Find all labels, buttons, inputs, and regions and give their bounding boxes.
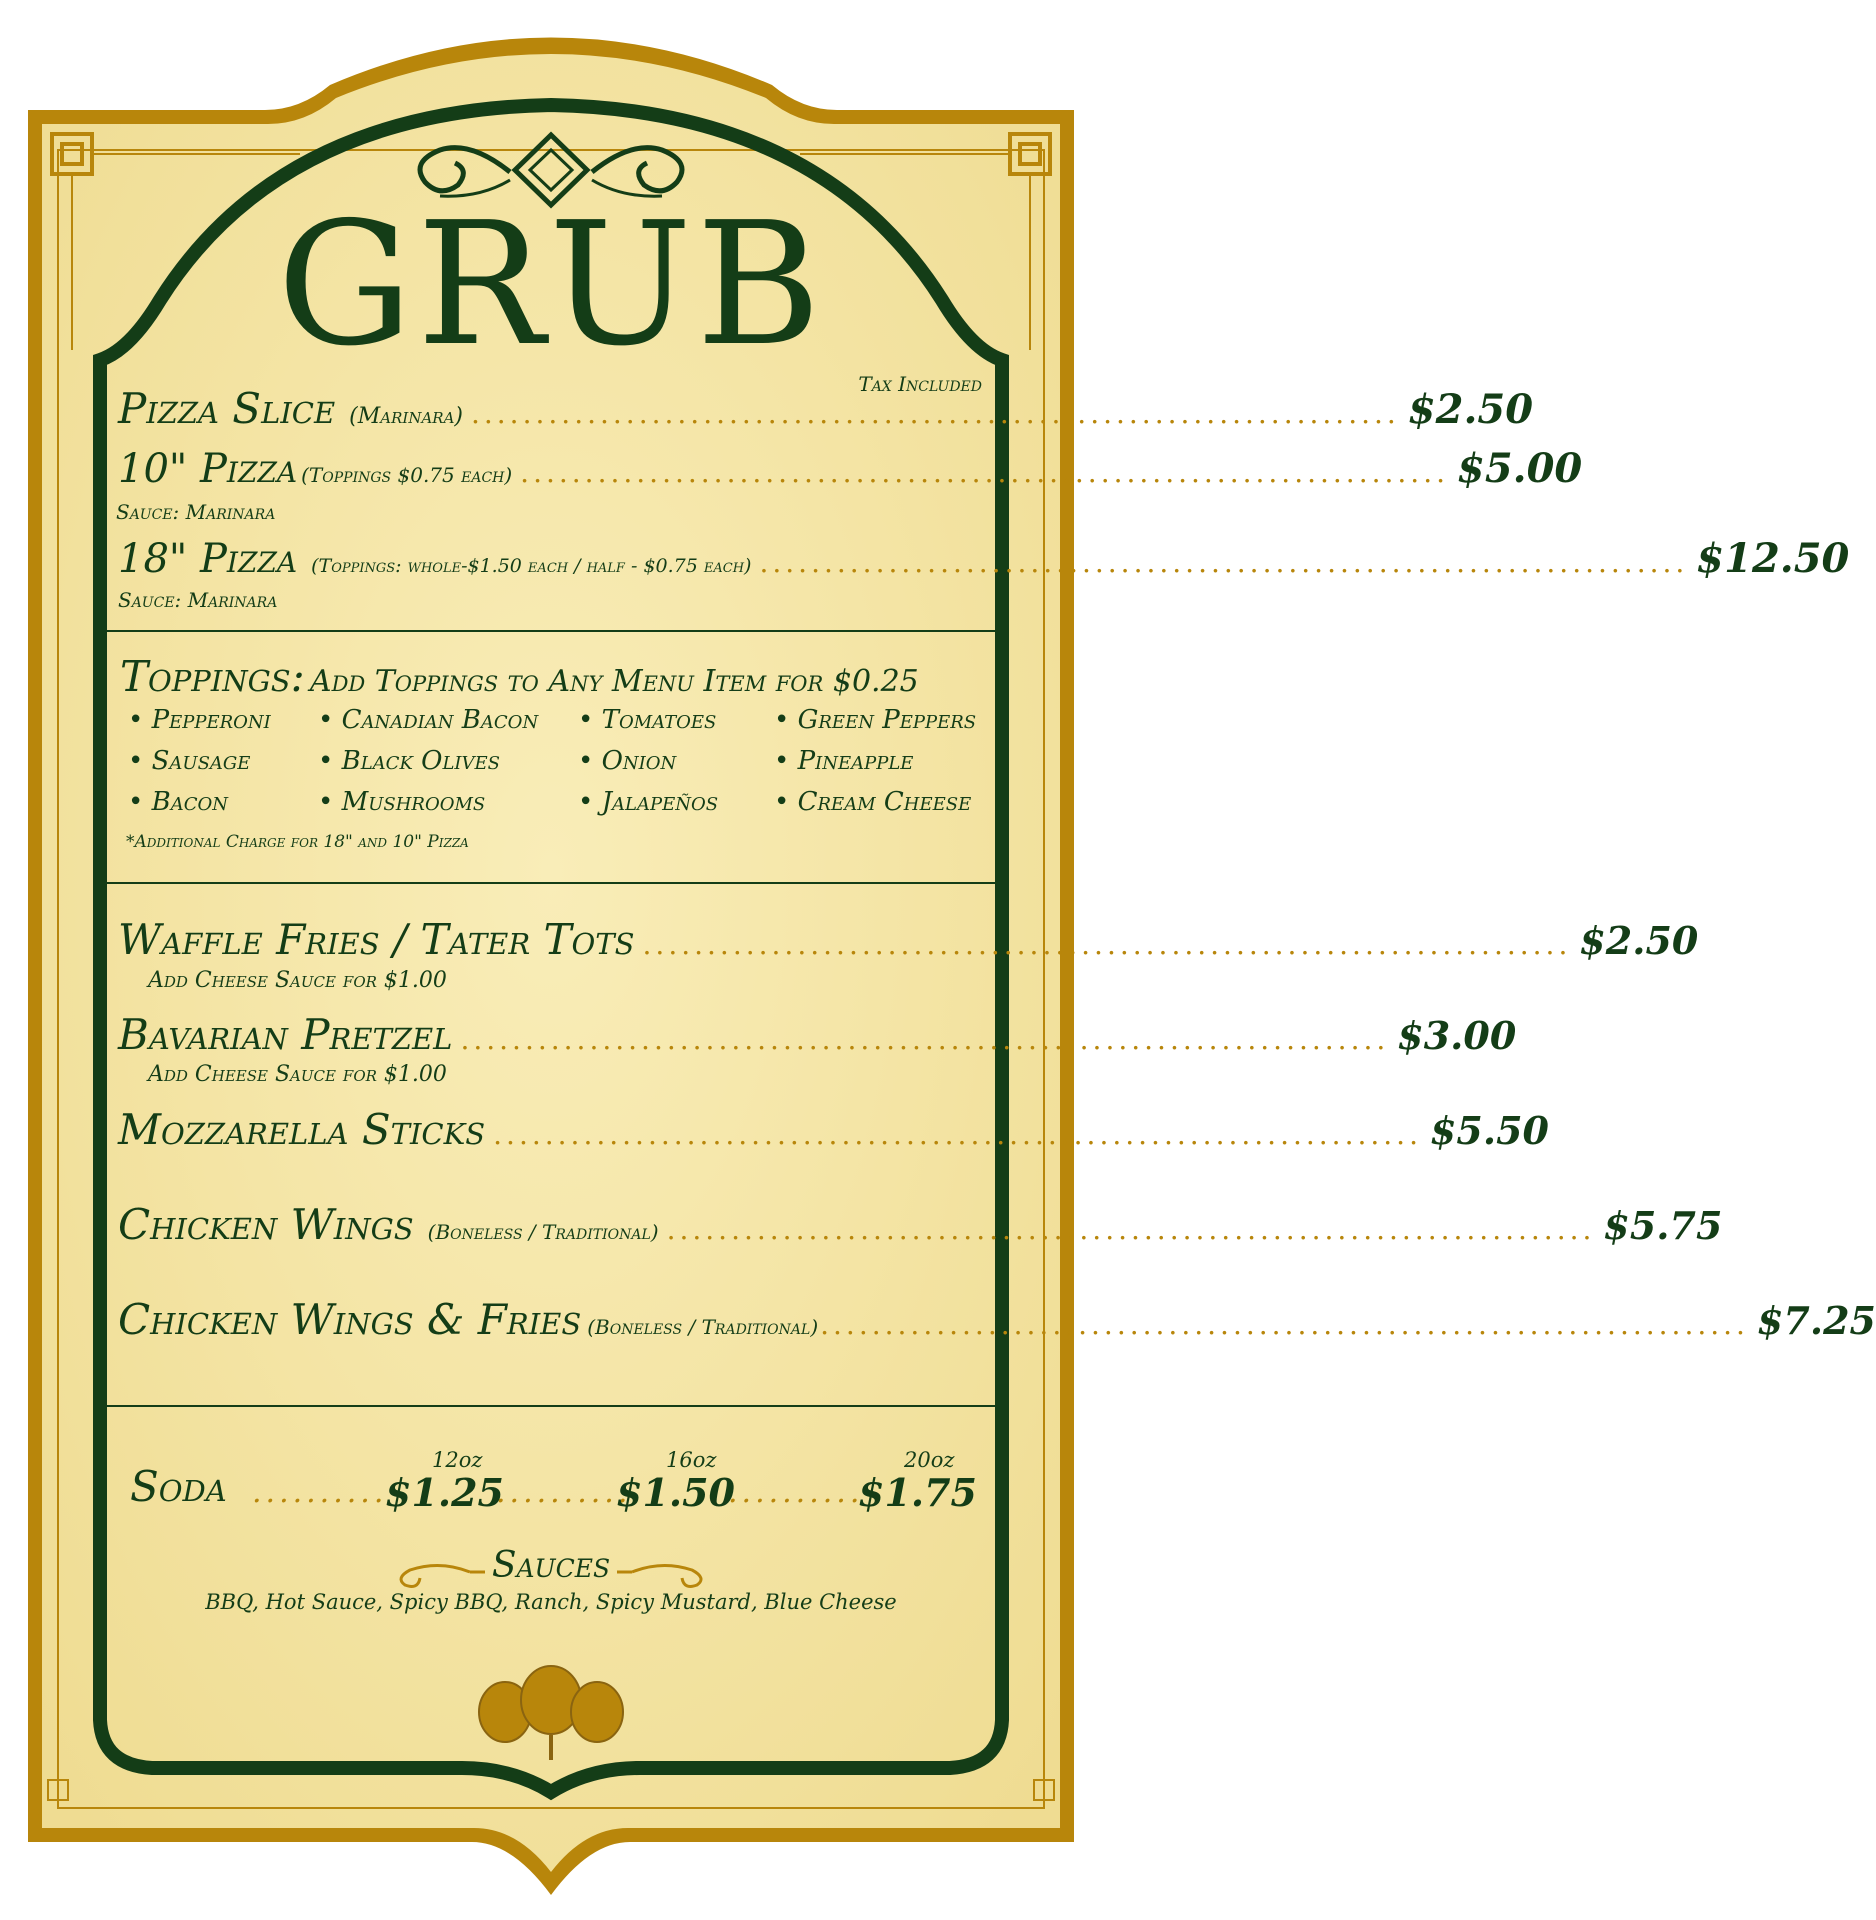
item-subnote: Sauce: Marinara: [118, 588, 278, 612]
leader-dots: ........................................................................: [642, 928, 1572, 961]
leader-dots: ........................................................................: [820, 1308, 1749, 1341]
item-name: Pizza Slice: [118, 384, 336, 433]
menu-item-pizza-slice: [118, 384, 1534, 433]
item-note: (Marinara): [349, 404, 463, 429]
item-price: $5.50: [1429, 1108, 1549, 1153]
topping-item: • Mushrooms: [318, 787, 578, 817]
section-divider: [106, 630, 996, 632]
section-divider: [106, 1405, 996, 1407]
menu-item-chicken-wings-fries: [118, 1295, 1876, 1344]
item-subnote: Add Cheese Sauce for $1.00: [148, 968, 447, 993]
item-price: $2.50: [1407, 386, 1534, 433]
leader-dots: ..........: [728, 1475, 864, 1510]
item-name: Waffle Fries / Tater Tots: [118, 915, 635, 964]
leader-dots: ........................................................................: [470, 397, 1400, 430]
soda-price-small: $1.25: [385, 1470, 504, 1515]
soda-size-medium: 16oz: [666, 1448, 717, 1472]
leader-dots: ........................................................................: [520, 456, 1449, 489]
item-name: 18" Pizza: [118, 536, 298, 582]
toppings-list: [128, 705, 988, 817]
menu-item-18-pizza: [118, 535, 1850, 582]
topping-item: • Onion: [578, 746, 774, 776]
topping-item: • Sausage: [128, 746, 318, 776]
item-name: 10" Pizza: [118, 446, 298, 492]
item-name: Bavarian Pretzel: [118, 1010, 453, 1059]
topping-item: • Pepperoni: [128, 705, 318, 735]
item-note: (Toppings: whole-$1.50 each / half - $0.75 each): [311, 555, 752, 577]
toppings-label: Toppings:: [120, 652, 305, 701]
tax-note: Tax Included: [858, 372, 982, 396]
toppings-header: [120, 652, 919, 701]
item-subnote: Sauce: Marinara: [116, 500, 276, 524]
item-price: $5.75: [1603, 1203, 1723, 1248]
leader-dots: ..........: [496, 1475, 632, 1510]
leader-dots: ........................................................................: [493, 1118, 1422, 1151]
topping-item: • Canadian Bacon: [318, 705, 578, 735]
soda-size-large: 20oz: [904, 1448, 955, 1472]
menu-item-mozzarella-sticks: [118, 1105, 1549, 1154]
menu-item-bavarian-pretzel: [118, 1010, 1517, 1059]
item-name: Chicken Wings: [118, 1200, 414, 1249]
item-price: $2.50: [1579, 918, 1699, 963]
topping-item: • Green Peppers: [774, 705, 974, 735]
item-price: $5.00: [1457, 445, 1583, 492]
soda-price-medium: $1.50: [616, 1470, 735, 1515]
section-divider: [106, 882, 996, 884]
topping-item: • Jalapeños: [578, 787, 774, 817]
leader-dots: ..........: [252, 1475, 388, 1510]
topping-item: • Bacon: [128, 787, 318, 817]
menu-item-10-pizza: [118, 445, 1583, 492]
leader-dots: ........................................................................: [460, 1023, 1390, 1056]
sauces-title: Sauces: [491, 1545, 611, 1586]
item-name: Chicken Wings & Fries: [118, 1295, 582, 1344]
menu-title: GRUB: [277, 186, 825, 384]
toppings-headline: Add Toppings to Any Menu Item for $0.25: [309, 664, 919, 699]
topping-item: • Tomatoes: [578, 705, 774, 735]
sauces-list: BBQ, Hot Sauce, Spicy BBQ, Ranch, Spicy Mustard, Blue Cheese: [205, 1590, 897, 1614]
soda-price-large: $1.75: [858, 1470, 977, 1515]
leader-dots: ........................................................................: [666, 1213, 1596, 1246]
item-price: $12.50: [1696, 535, 1850, 582]
topping-item: • Pineapple: [774, 746, 974, 776]
soda-size-small: 12oz: [432, 1448, 483, 1472]
toppings-footnote: *Additional Charge for 18" and 10" Pizza: [126, 832, 469, 852]
topping-item: • Cream Cheese: [774, 787, 974, 817]
item-name: Mozzarella Sticks: [118, 1105, 486, 1154]
leader-dots: ........................................................................: [759, 546, 1689, 579]
soda-label: Soda: [130, 1462, 227, 1511]
item-note: (Toppings $0.75 each): [301, 463, 513, 487]
topping-item: • Black Olives: [318, 746, 578, 776]
item-note: (Boneless / Traditional): [587, 1315, 819, 1339]
item-price: $3.00: [1397, 1013, 1517, 1058]
item-price: $7.25: [1756, 1298, 1876, 1343]
menu-item-waffle-fries: [118, 915, 1699, 964]
item-note: (Boneless / Traditional): [427, 1220, 659, 1244]
menu-item-chicken-wings: [118, 1200, 1723, 1249]
item-subnote: Add Cheese Sauce for $1.00: [148, 1062, 447, 1087]
